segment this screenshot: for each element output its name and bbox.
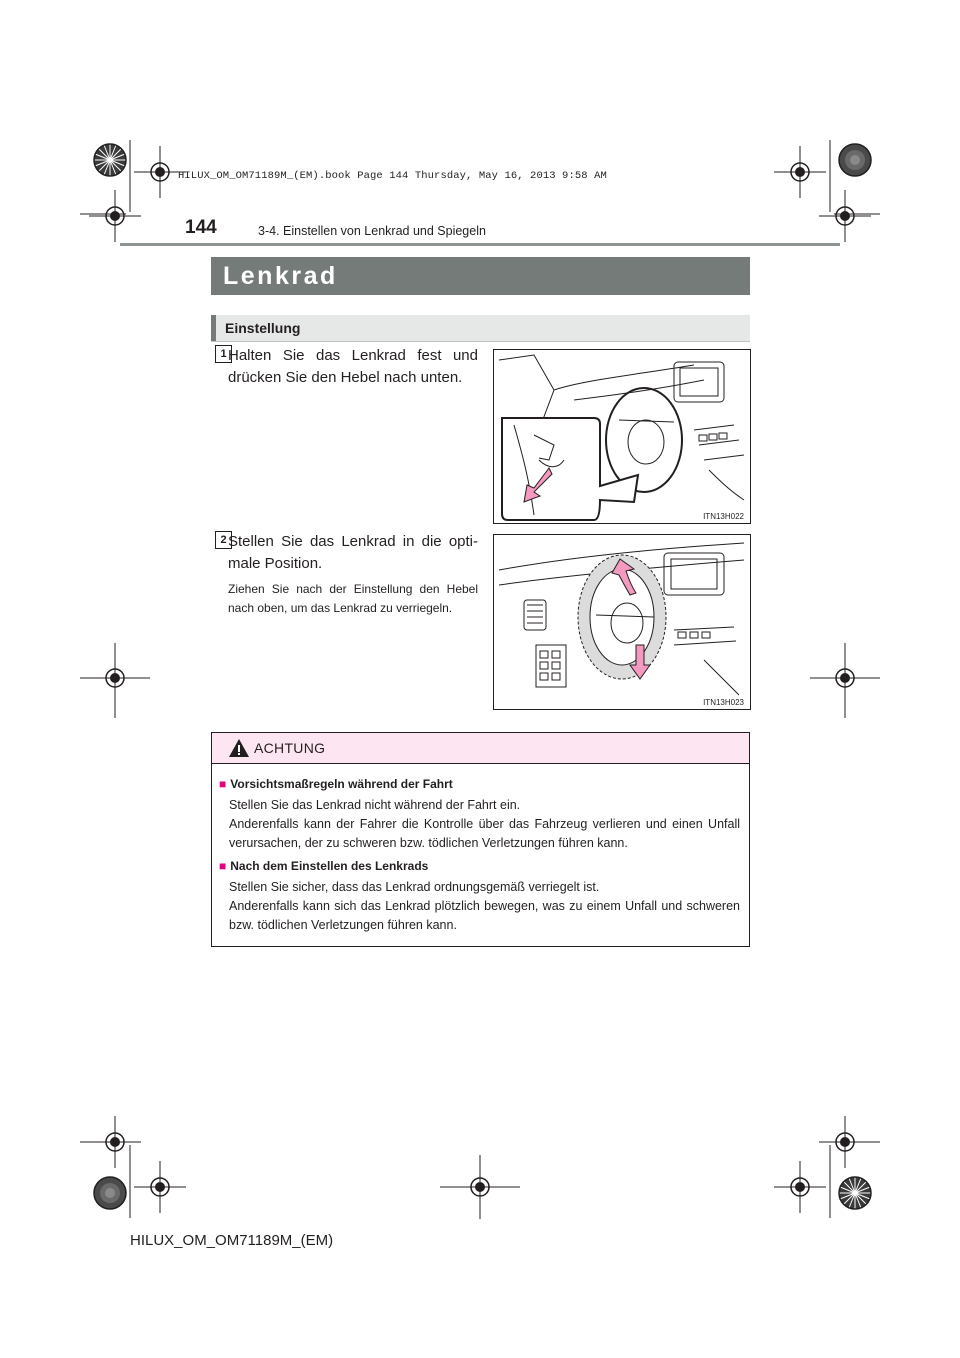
header-rule	[120, 243, 840, 246]
section-title: Lenkrad	[223, 262, 338, 290]
step-marker-1: 1	[215, 345, 232, 363]
warning-triangle-icon	[228, 738, 250, 758]
steering-lever-illustration	[494, 350, 750, 523]
page-number: 144	[185, 217, 217, 238]
figure-code-1: ITN13H022	[703, 512, 744, 521]
caution-header	[212, 733, 749, 764]
caution-item-1-title-text: Vorsichtsmaßregeln während der Fahrt	[230, 777, 453, 791]
step-2-text: Stellen Sie das Lenkrad in die opti-male Position.	[228, 533, 478, 572]
caution-item-2-para-2: Anderenfalls kann sich das Lenkrad plötzlich bewegen, was zu einem Unfall und schweren bzw. tödlichen Verletzungen führen kann.	[229, 899, 740, 932]
subsection-title: Einstellung	[225, 320, 301, 336]
caution-item-1-para-1: Stellen Sie das Lenkrad nicht während der Fahrt ein.	[229, 798, 521, 812]
figure-lever-release	[493, 349, 751, 524]
caution-item-2-title-text: Nach dem Einstellen des Lenkrads	[230, 859, 429, 873]
caution-item-2-para-1: Stellen Sie sicher, dass das Lenkrad ordnungsgemäß verriegelt ist.	[229, 880, 600, 894]
step-marker-2: 2	[215, 531, 232, 549]
caution-box	[211, 732, 750, 947]
steering-wheel-illustration	[494, 535, 750, 709]
book-info-line: HILUX_OM_OM71189M_(EM).book Page 144 Thursday, May 16, 2013 9:58 AM	[178, 170, 607, 182]
step-1-text: Halten Sie das Lenkrad fest und drücken Sie den Hebel nach unten.	[228, 347, 478, 386]
footer-model-code: HILUX_OM_OM71189M_(EM)	[130, 1232, 334, 1249]
print-color-wheel-icon	[94, 144, 871, 1209]
figure-code-2: ITN13H023	[703, 698, 744, 707]
caution-title: ACHTUNG	[254, 740, 326, 756]
figure-wheel-adjust	[493, 534, 751, 710]
subsection-bar	[211, 315, 216, 341]
caution-item-2-title: ■ Nach dem Einstellen des Lenkrads	[219, 859, 429, 873]
step-2-note: Ziehen Sie nach der Einstellung den Hebel nach oben, um das Lenkrad zu verriegeln.	[228, 582, 478, 615]
caution-item-1-para-2: Anderenfalls kann der Fahrer die Kontrolle über das Fahrzeug verlieren und einen Unfall verursachen, der zu schweren bzw. tödlichen Verletzungen führen kann.	[229, 817, 740, 850]
subsection-header	[211, 315, 750, 342]
registration-mark-icon	[80, 146, 880, 1219]
section-banner	[211, 257, 750, 295]
caution-item-1-title: ■ Vorsichtsmaßregeln während der Fahrt	[219, 777, 453, 791]
chapter-header: 3-4. Einstellen von Lenkrad und Spiegeln	[258, 224, 486, 238]
